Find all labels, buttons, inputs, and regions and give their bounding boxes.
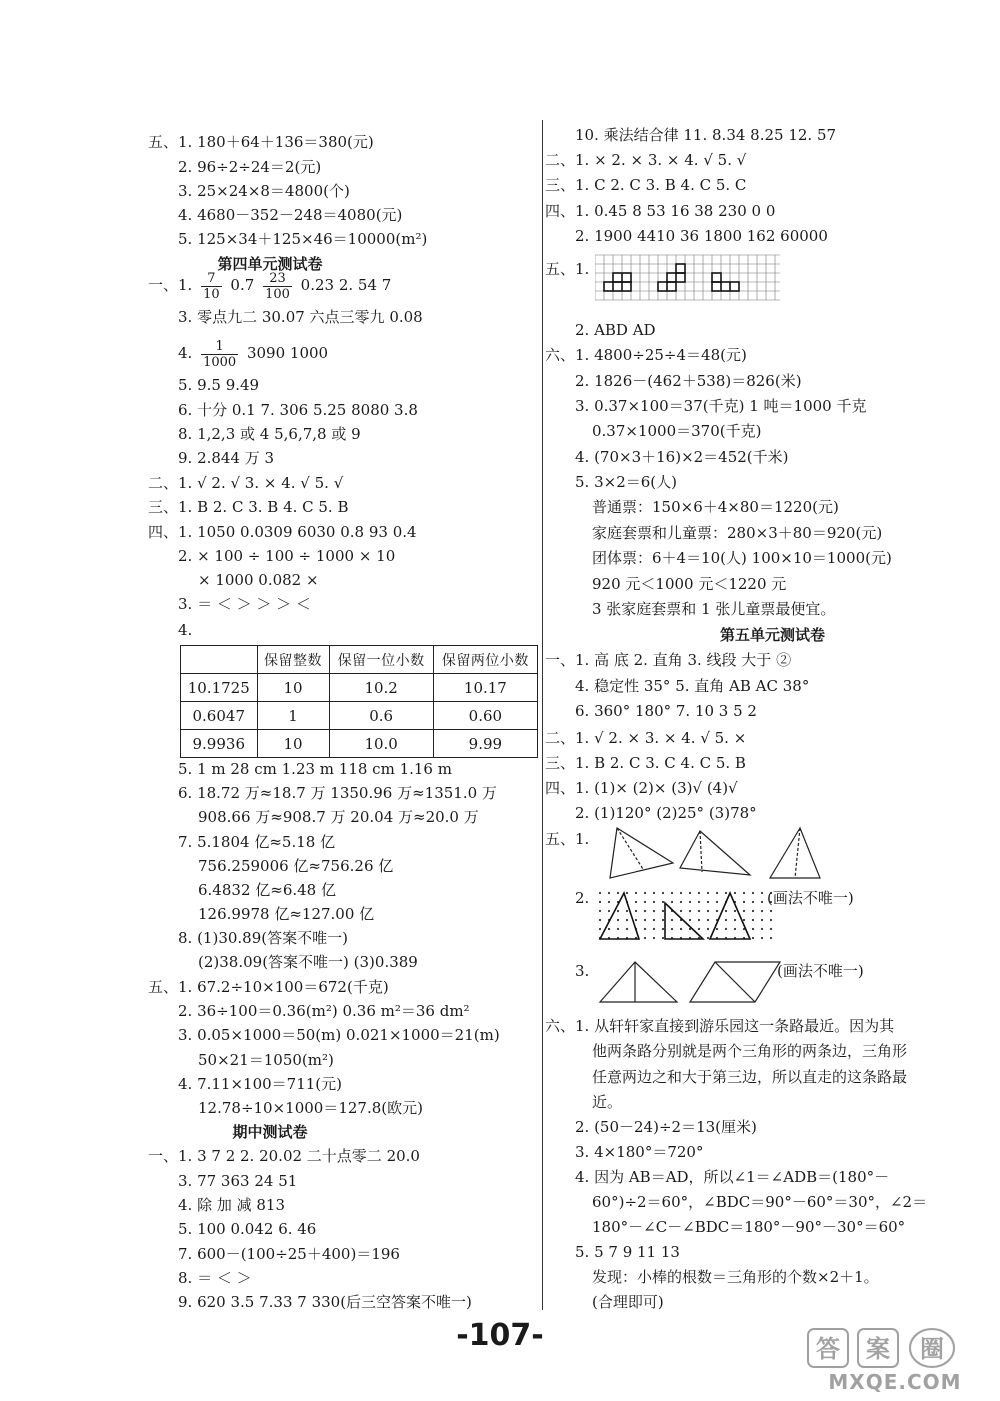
answer-line: 180°－∠C－∠BDC＝180°－90°－30°＝60° — [592, 1218, 906, 1236]
answer-line: 3 张家庭套票和 1 张儿童票最便宜。 — [592, 600, 836, 618]
answer-label: 4. — [178, 344, 193, 362]
answer-line-fractions — [178, 336, 328, 370]
answer-line: 7. 5.1804 亿≈5.18 亿 — [178, 833, 336, 851]
answer-line: 普通票：150×6＋4×80＝1220(元) — [592, 498, 839, 516]
answer-line: 3. ＝ ＜ ＞ ＞ ＞ ＜ — [178, 595, 311, 613]
answer-line: 7. 600－(100÷25＋400)＝196 — [178, 1245, 400, 1263]
answer-line: 四、1. 0.45 8 53 16 38 230 0 0 — [545, 202, 776, 220]
answer-line: 3. 77 363 24 51 — [178, 1172, 298, 1190]
section-heading: 第五单元测试卷 — [719, 626, 825, 644]
answer-line: 五、1. — [545, 260, 590, 278]
grid-figure-icon — [595, 253, 785, 305]
table-cell: 9.99 — [433, 730, 537, 758]
answer-note: (画法不唯一) — [767, 889, 854, 907]
table-cell: 0.6 — [329, 702, 433, 730]
answer-line: 2. 96÷2÷24＝2(元) — [178, 158, 322, 176]
answer-line: 近。 — [592, 1093, 623, 1111]
answer-line: 4. 4680－352－248＝4080(元) — [178, 206, 403, 224]
answer-text: 3090 1000 — [246, 344, 329, 362]
answer-line: 4. 7.11×100＝711(元) — [178, 1075, 343, 1093]
answer-label: 一、1. — [148, 276, 193, 294]
answer-line: 二、1. √ 2. √ 3. × 4. √ 5. √ — [148, 474, 344, 492]
answer-line: 10. 乘法结合律 11. 8.34 8.25 12. 57 — [575, 126, 837, 144]
fraction — [263, 271, 292, 302]
svg-text:答: 答 — [816, 1335, 840, 1363]
answer-line: 12.78÷10×1000＝127.8(欧元) — [198, 1099, 423, 1117]
answer-line: 三、1. B 2. C 3. B 4. C 5. B — [148, 498, 349, 516]
answer-line: 二、1. × 2. × 3. × 4. √ 5. √ — [545, 151, 747, 169]
answer-line: 3. 0.05×1000＝50(m) 0.021×1000＝21(m) — [178, 1026, 500, 1044]
answer-line: 908.66 万≈908.7 万 20.04 万≈20.0 万 — [198, 808, 479, 826]
answer-line: 三、1. B 2. C 3. C 4. C 5. B — [545, 754, 746, 772]
column-divider — [542, 120, 543, 1310]
table-header-row — [181, 646, 538, 674]
answer-line: 一、1. 3 7 2 2. 20.02 二十点零二 20.0 — [148, 1147, 420, 1165]
fraction — [201, 271, 222, 302]
answer-line: 发现：小棒的根数＝三角形的个数×2＋1。 — [592, 1268, 879, 1286]
answer-line: 756.259006 亿≈756.26 亿 — [198, 857, 394, 875]
table-header: 保留两位小数 — [433, 646, 537, 674]
answer-line: 4. — [178, 621, 193, 639]
table-cell: 10.1725 — [181, 674, 258, 702]
answer-line: 0.37×1000＝370(千克) — [592, 422, 762, 440]
answer-line: 3. 4×180°＝720° — [575, 1143, 704, 1161]
answer-line: 4. (70×3＋16)×2＝452(千米) — [575, 448, 789, 466]
answer-line: 5. 9.5 9.49 — [178, 376, 260, 394]
table-row — [181, 702, 538, 730]
answer-line: 126.9978 亿≈127.00 亿 — [198, 905, 375, 923]
table-cell: 10.2 — [329, 674, 433, 702]
svg-text:案: 案 — [866, 1335, 890, 1363]
answer-line: 9. 620 3.5 7.33 7 330(后三空答案不唯一) — [178, 1293, 472, 1311]
answer-line: 3. 零点九二 30.07 六点三零九 0.08 — [178, 308, 423, 326]
table-header — [181, 646, 258, 674]
answer-text: 0.7 — [230, 276, 255, 294]
answer-line: 920 元＜1000 元＜1220 元 — [592, 575, 787, 593]
answer-line: 8. (1)30.89(答案不唯一) — [178, 929, 348, 947]
numerator: 7 — [201, 271, 222, 287]
table-cell: 0.6047 — [181, 702, 258, 730]
table-header: 保留一位小数 — [329, 646, 433, 674]
answer-line: 他两条路分别就是两个三角形的两条边，三角形 — [592, 1042, 908, 1060]
table-cell: 10 — [257, 674, 329, 702]
answer-line: 4. 因为 AB＝AD，所以∠1＝∠ADB＝(180°－ — [575, 1168, 890, 1186]
table-cell: 9.9936 — [181, 730, 258, 758]
table-cell: 10.0 — [329, 730, 433, 758]
answer-line: 3. 25×24×8＝4800(个) — [178, 182, 350, 200]
answer-line: 50×21＝1050(m²) — [198, 1051, 334, 1069]
answer-line: 3. 0.37×100＝37(千克) 1 吨＝1000 千克 — [575, 397, 867, 415]
dot-grid-triangles-icon — [595, 887, 780, 945]
answer-line: 六、1. 从轩轩家直接到游乐园这一条路最近。因为其 — [545, 1017, 895, 1035]
table-cell: 10.17 — [433, 674, 537, 702]
answer-line: 5. 5 7 9 11 13 — [575, 1243, 680, 1261]
page-number: -107- — [456, 1318, 544, 1353]
answer-line: 9. 2.844 万 3 — [178, 449, 275, 467]
table-row — [181, 674, 538, 702]
answer-line: (2)38.09(答案不唯一) (3)0.389 — [198, 953, 418, 971]
answer-line: 四、1. 1050 0.0309 6030 0.8 93 0.4 — [148, 523, 417, 541]
answer-line: 任意两边之和大于第三边，所以直走的这条路最 — [592, 1068, 908, 1086]
answer-line: 6. 360° 180° 7. 10 3 5 2 — [575, 702, 757, 720]
numerator: 23 — [263, 271, 292, 287]
answer-line: 5. 100 0.042 6. 46 — [178, 1220, 317, 1238]
section-heading: 期中测试卷 — [232, 1123, 308, 1141]
answer-text: 0.23 2. 54 7 — [300, 276, 392, 294]
answer-line: 家庭套票和儿童票：280×3＋80＝920(元) — [592, 524, 883, 542]
answer-line: 60°)÷2＝60°，∠BDC＝90°－60°＝30°，∠2＝ — [592, 1193, 928, 1211]
answer-line: 2. (50－24)÷2＝13(厘米) — [575, 1118, 757, 1136]
answer-line: 团体票：6＋4＝10(人) 100×10＝1000(元) — [592, 549, 892, 567]
answer-line: 2. (1)120° (2)25° (3)78° — [575, 804, 757, 822]
numerator: 1 — [201, 339, 238, 355]
answer-line: 四、1. (1)× (2)× (3)√ (4)√ — [545, 779, 738, 797]
answer-line: 6. 18.72 万≈18.7 万 1350.96 万≈1351.0 万 — [178, 784, 497, 802]
table-header: 保留整数 — [257, 646, 329, 674]
section-heading: 第四单元测试卷 — [217, 255, 323, 273]
svg-text:圈: 圈 — [920, 1335, 944, 1363]
answer-line: 五、1. — [545, 830, 590, 848]
answer-line: 2. — [575, 889, 590, 907]
answer-line: 5. 125×34＋125×46＝10000(m²) — [178, 230, 428, 248]
svg-text:MXQE.COM: MXQE.COM — [828, 1370, 962, 1394]
answer-line: 8. 1,2,3 或 4 5,6,7,8 或 9 — [178, 425, 361, 443]
answer-line: 6.4832 亿≈6.48 亿 — [198, 881, 336, 899]
answer-line: 2. 36÷100＝0.36(m²) 0.36 m²＝36 dm² — [178, 1002, 470, 1020]
answer-line-fractions — [148, 268, 391, 302]
divided-shapes-icon — [595, 958, 785, 1006]
answer-line: 六、1. 4800÷25÷4＝48(元) — [545, 346, 747, 364]
answer-line: 4. 除 加 减 813 — [178, 1196, 286, 1214]
answer-line: 2. ABD AD — [575, 321, 656, 339]
answer-line: 4. 稳定性 35° 5. 直角 AB AC 38° — [575, 677, 810, 695]
rounding-table — [180, 645, 538, 758]
answer-line: 五、1. 67.2÷10×100＝672(千克) — [148, 978, 389, 996]
answer-line: (合理即可) — [592, 1293, 664, 1311]
answer-line: 8. ＝ ＜ ＞ — [178, 1269, 252, 1287]
answer-line: 二、1. √ 2. × 3. × 4. √ 5. × — [545, 729, 747, 747]
answer-line: 6. 十分 0.1 7. 306 5.25 8080 3.8 — [178, 401, 418, 419]
denominator: 10 — [203, 286, 220, 302]
triangle-heights-icon — [605, 823, 835, 885]
answer-line: 三、1. C 2. C 3. B 4. C 5. C — [545, 176, 747, 194]
answer-line: 5. 1 m 28 cm 1.23 m 118 cm 1.16 m — [178, 760, 452, 778]
table-cell: 1 — [257, 702, 329, 730]
denominator: 1000 — [203, 354, 237, 370]
answer-line: 2. × 100 ÷ 100 ÷ 1000 × 10 — [178, 547, 396, 565]
answer-line: × 1000 0.082 × — [198, 571, 319, 589]
answer-note: (画法不唯一) — [777, 962, 864, 980]
answer-line: 2. 1826－(462＋538)＝826(米) — [575, 372, 802, 390]
watermark-logo-icon — [800, 1325, 995, 1395]
fraction — [201, 339, 238, 370]
answer-line: 五、1. 180＋64＋136＝380(元) — [148, 133, 374, 151]
table-cell: 10 — [257, 730, 329, 758]
answer-line: 5. 3×2＝6(人) — [575, 473, 677, 491]
table-cell: 0.60 — [433, 702, 537, 730]
denominator: 100 — [265, 286, 290, 302]
table-row — [181, 730, 538, 758]
answer-line: 一、1. 高 底 2. 直角 3. 线段 大于 ② — [545, 651, 792, 669]
answer-line: 3. — [575, 962, 590, 980]
answer-line: 2. 1900 4410 36 1800 162 60000 — [575, 227, 828, 245]
